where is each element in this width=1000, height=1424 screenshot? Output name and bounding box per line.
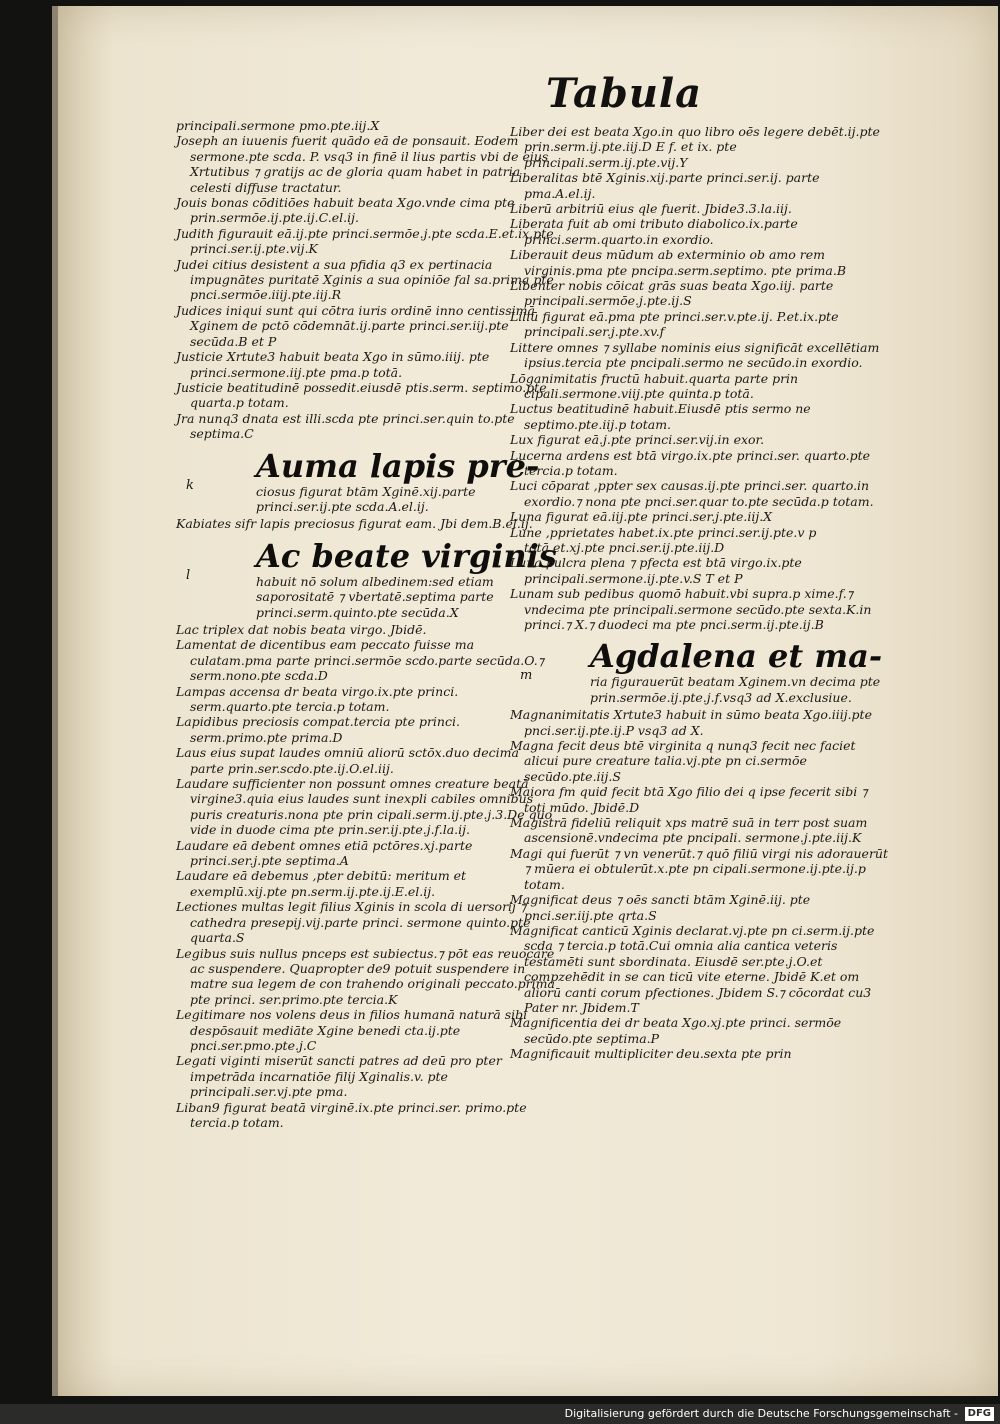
index-entry: Laudare eā debemus ,pter debitū: meritum et exemplū.xij.pte pn.serm.ij.pte.ij.E.el.ij. bbox=[176, 868, 467, 899]
index-entry: Lectiones multas legit filius Xginis in scola di uersorij ⁊ cathedra presepij.vij.parte princi. sermone quinto.pte quarta.S bbox=[176, 899, 531, 946]
index-entry: principali.sermone pmo.pte.iij.X bbox=[176, 118, 380, 133]
index-entry: Libenter nobis cōicat grās suas beata Xgo.iij. parte principali.sermōe.j.pte.ij.S bbox=[510, 278, 834, 309]
index-entry: Legibus suis nullus pnceps est subiectus.⁊ pōt eas reuocare ac suspendere. Quapropter de9 potuit suspendere in matre sua legem de con trahendo originali peccato.prima pte princi. ser.primo.pte tercia.K bbox=[176, 945, 555, 1007]
index-entry: Lamentat de dicentibus eam peccato fuisse ma culatam.pma parte princi.sermōe scdo.parte secūda.O.⁊ serm.nono.pte scda.D bbox=[176, 637, 544, 684]
index-entry: Luci cōparat ,ppter sex causas.ij.pte princi.ser. quarto.in exordio.⁊ nona pte pnci.ser.quar to.pte secūda.p totam. bbox=[510, 478, 874, 509]
heading-word: Ac beate virginis bbox=[256, 536, 557, 575]
index-entry: Laudare sufficienter non possunt omnes creature beatā virgine3.quia eius laudes sunt inexpli cabiles omnibus puris creaturis.nona pte prin cipali.serm.ij.pte.j.3.De quo vide in duode cima pte prin.ser.ij.pte.j.f.la.ij. bbox=[176, 776, 553, 838]
index-entry: Magnificat canticū Xginis declarat.vj.pte pn ci.serm.ij.pte scda ⁊ tercia.p totā.Cui omnia alia cantica veteris testamēti sunt sbordinata. Eiusdē ser.pte.j.O.et compzehēdit in se can ticū vite eterne. Jbidē K.et om aliorū canti corum pfectiones. Jbidem S.⁊ cōcordat cu3 Pater nr. Jbidem.T bbox=[510, 922, 875, 1015]
running-head-title: Tabula bbox=[546, 70, 703, 117]
heading-continuation: ria figurauerūt beatam Xginem.vn decima pte prin.sermōe.ij.pte.j.f.vsq3 ad X.exclusiue. bbox=[590, 674, 881, 705]
index-entry: Jra nunq3 dnata est illi.scda pte princi.ser.quin to.pte septima.C bbox=[176, 410, 515, 442]
index-entry: Liberata fuit ab omi tributo diabolico.ix.parte princi.serm.quarto.in exordio. bbox=[510, 216, 798, 247]
index-entry: Luctus beatitudinē habuit.Eiusdē ptis sermo ne septimo.pte.iij.p totam. bbox=[510, 401, 811, 432]
index-entry: Magistrā fideliū reliquit xps matrē suā in terr post suam ascensionē.vndecima pte pncipali. sermone.j.pte.iij.K bbox=[510, 815, 868, 846]
guide-letter: m bbox=[520, 668, 533, 684]
index-entry: Laudare eā debent omnes etiā pctōres.xj.parte princi.ser.j.pte septima.A bbox=[176, 837, 473, 869]
guide-letter: k bbox=[186, 477, 194, 493]
index-entry: Liban9 figurat beatā virginē.ix.pte princi.ser. primo.pte tercia.p totam. bbox=[176, 1099, 527, 1130]
index-entry: Liberū arbitriū eius qle fuerit. Jbide3.3.la.iij. bbox=[510, 201, 792, 217]
index-entry: Littere omnes ⁊ syllabe nominis eius significāt excellētiam ipsius.tercia pte pncipali.sermo ne secūdo.in exordio. bbox=[510, 339, 880, 371]
index-entry: Luna figurat eā.iij.pte princi.ser.j.pte.iij.X bbox=[510, 509, 773, 525]
index-entry: Kabiates sifr lapis preciosus figurat eam. Jbi dem.B.el.ij. bbox=[176, 516, 533, 532]
index-entry: Justicie beatitudinē possedit.eiusdē ptis.serm. septimo.pte quarta.p totam. bbox=[176, 379, 547, 411]
index-entry: Legitimare nos volens deus in filios humanā naturā sibi despōsauit mediāte Xgine benedi cta.ij.pte pnci.ser.pmo.pte.j.C bbox=[176, 1007, 528, 1053]
letter-section-heading bbox=[510, 638, 890, 705]
index-entry: Liber dei est beata Xgo.in quo libro oēs legere debēt.ij.pte prin.serm.ij.pte.iij.D E f. et ix. pte principali.serm.ij.pte.vij.Y bbox=[510, 124, 880, 170]
index-entry: Lōganimitatis fructū habuit.quarta parte prin cipali.sermone.viij.pte quinta.p totā. bbox=[510, 370, 799, 401]
index-entry: Joseph an iuuenis fuerit quādo eā de ponsauit. Eodem sermone.pte scda. P. vsq3 in finē il lius partis vbi de eius Xrtutibus ⁊ gratijs ac de gloria quam habet in patria celesti diffuse tractatur. bbox=[176, 133, 549, 195]
guide-letter: l bbox=[186, 567, 191, 583]
left-column bbox=[176, 118, 556, 1130]
index-entry: Lunam sub pedibus quomō habuit.vbi supra.p xime.f.⁊ vndecima pte principali.sermone secūdo.pte sexta.K.in princi.⁊ X.⁊ duodeci ma pte pnci.serm.ij.pte.ij.B bbox=[510, 586, 872, 632]
heading-continuation: habuit nō solum albedinem:sed etiam saporositatē ⁊ vbertatē.septima parte princi.serm.quinto.pte secūda.X bbox=[256, 573, 494, 620]
index-entry: Lune ,pprietates habet.ix.pte princi.ser.ij.pte.v p totā.et.xj.pte pnci.ser.ij.pte.iij.D bbox=[510, 524, 817, 555]
index-entry: Magnificentia dei dr beata Xgo.xj.pte princi. sermōe secūdo.pte septima.P bbox=[510, 1015, 842, 1046]
digitization-footer bbox=[0, 1404, 1000, 1424]
index-entry: Lucerna ardens est btā virgo.ix.pte princi.ser. quarto.pte tercia.p totam. bbox=[510, 447, 871, 478]
index-entry: Judith figurauit eā.ij.pte princi.sermōe.j.pte scda.E.et.ix.pte princi.ser.ij.pte.vij.K bbox=[176, 225, 554, 257]
index-entry: Lac triplex dat nobis beata virgo. Jbidē. bbox=[176, 621, 427, 637]
funding-notice: Digitalisierung gefördert durch die Deutsche Forschungsgemeinschaft - bbox=[564, 1407, 958, 1420]
index-entry: Laus eius supat laudes omniū aliorū sctōx.duo decima parte prin.ser.scdo.pte.ij.O.el.iij. bbox=[176, 745, 519, 776]
heading-word: Agdalena et ma- bbox=[590, 637, 883, 676]
letter-section-heading bbox=[176, 448, 556, 515]
heading-word: Auma lapis pre- bbox=[256, 446, 540, 485]
index-entry: Magnanimitatis Xrtute3 habuit in sūmo beata Xgo.iiij.pte pnci.ser.ij.pte.ij.P vsq3 ad X. bbox=[510, 707, 872, 738]
dfg-logo: DFG bbox=[965, 1407, 994, 1421]
index-entry: Liliū figurat eā.pma pte princi.ser.v.pte.ij. P.et.ix.pte principali.ser.j.pte.xv.f bbox=[510, 308, 839, 340]
heading-continuation: ciosus figurat btām Xginē.xij.parte princi.ser.ij.pte scda.A.el.ij. bbox=[256, 483, 476, 514]
index-entry: Legati viginti miserūt sancti patres ad deū pro pter impetrāda incarnatiōe filij Xginalis.v. pte principali.ser.vj.pte pma. bbox=[176, 1053, 502, 1100]
index-entry: Liberauit deus mūdum ab exterminio ob amo rem virginis.pma pte pncipa.serm.septimo. pte prima.B bbox=[510, 247, 847, 278]
index-entry: Magna fecit deus btē virginita q nunq3 fecit nec faciet alicui pure creature talia.vj.pte pn ci.sermōe secūdo.pte.iij.S bbox=[510, 738, 856, 784]
index-entry: Judei citius desistent a sua pfidia q3 ex pertinacia impugnātes puritatē Xginis a sua opiniōe fal sa.prima pte pnci.sermōe.iiij.pte.iij.R bbox=[176, 256, 554, 303]
index-entry: Justicie Xrtute3 habuit beata Xgo in sūmo.iiij. pte princi.sermone.iij.pte pma.p totā. bbox=[176, 349, 490, 380]
index-entry: Luna pulcra plena ⁊ pfecta est btā virgo.ix.pte principali.sermone.ij.pte.v.S T et P bbox=[510, 555, 802, 586]
index-entry: Lapidibus preciosis compat.tercia pte princi. serm.primo.pte prima.D bbox=[176, 714, 460, 745]
index-entry: Liberalitas btē Xginis.xij.parte princi.ser.ij. parte pma.A.el.ij. bbox=[510, 170, 820, 201]
index-entry: Magnificat deus ⁊ oēs sancti btām Xginē.iij. pte pnci.ser.iij.pte qrta.S bbox=[510, 892, 811, 923]
right-column bbox=[510, 124, 890, 1062]
letter-section-heading bbox=[176, 538, 556, 620]
index-entry: Magnificauit multipliciter deu.sexta pte prin bbox=[510, 1046, 792, 1062]
index-entry: Jouis bonas cōditiōes habuit beata Xgo.vnde cima pte prin.sermōe.ij.pte.ij.C.el.ij. bbox=[176, 195, 515, 226]
index-entry: Lampas accensa dr beata virgo.ix.pte princi. serm.quarto.pte tercia.p totam. bbox=[176, 683, 459, 714]
index-entry: Maiora fm quid fecit btā Xgo filio dei q ipse fecerit sibi ⁊ toti mūdo. Jbidē.D bbox=[510, 784, 868, 815]
index-entry: Judices iniqui sunt qui cōtra iuris ordinē inno centissimā Xginem de pctō cōdemnāt.ij.parte princi.ser.iij.pte secūda.B et P bbox=[176, 302, 535, 349]
index-entry: Lux figurat eā.j.pte princi.ser.vij.in exor. bbox=[510, 432, 765, 448]
index-entry: Magi qui fuerūt ⁊ vn venerūt.⁊ quō filiū virgi nis adorauerūt ⁊ mūera ei obtulerūt.x.pte pn cipali.sermone.ij.pte.ij.p totam. bbox=[510, 845, 888, 892]
